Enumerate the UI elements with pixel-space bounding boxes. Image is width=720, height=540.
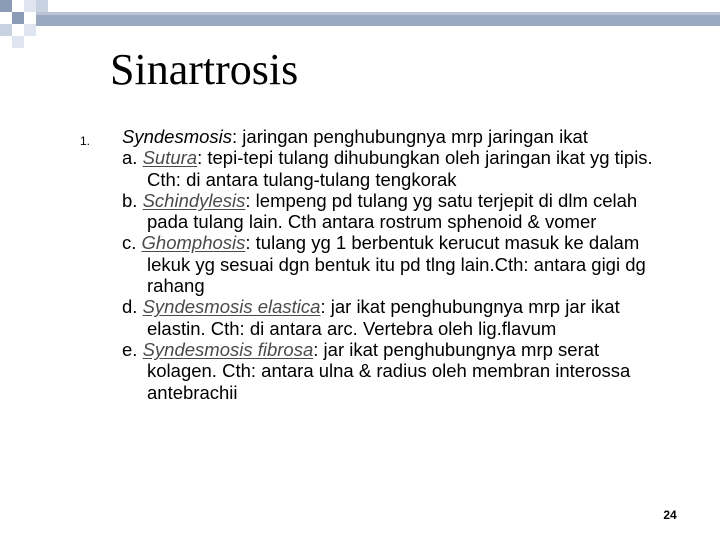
subitem-text: : tepi-tepi tulang dihubungkan oleh jaringan ikat yg tipis. Cth: di antara tulang-tulang tengkorak	[147, 147, 653, 190]
deco-bar-highlight	[36, 12, 720, 15]
list-item	[122, 126, 672, 403]
deco-square	[0, 24, 12, 36]
page-number: 24	[663, 508, 677, 522]
subitem-letter: a.	[122, 147, 138, 169]
term-syndesmosis: Syndesmosis	[122, 126, 233, 147]
term-definition: : jaringan penghubungnya mrp jaringan ikat	[232, 126, 588, 147]
subitem-text: : jar ikat penghubungnya mrp serat kolagen. Cth: antara ulna & radius oleh membran interossa antebrachii	[147, 338, 631, 403]
subitem-text: : jar ikat penghubungnya mrp jar ikat elastin. Cth: di antara arc. Vertebra oleh lig.flavum	[147, 296, 620, 339]
subitem-text: : tulang yg 1 berbentuk kerucut masuk ke dalam lekuk yg sesuai dgn bentuk itu pd tlng lain.Cth: antara gigi dg rahang	[147, 232, 646, 297]
deco-square	[36, 0, 48, 12]
deco-square	[12, 36, 24, 48]
subitem-text: : lempeng pd tulang yg satu terjepit di dlm celah pada tulang lain. Cth antara rostrum sphenoid & vomer	[147, 189, 638, 233]
subitem-letter: c.	[122, 232, 137, 254]
item-heading	[122, 126, 672, 147]
term-syndesmosis-elastica: Syndesmosis elastica	[142, 296, 321, 318]
term-syndesmosis-fibrosa: Syndesmosis fibrosa	[142, 338, 314, 360]
deco-square	[12, 12, 24, 24]
subitem-b	[122, 190, 672, 233]
term-ghomphosis: Ghomphosis	[141, 232, 246, 254]
subitem-e	[122, 339, 672, 403]
subitem-a	[122, 147, 672, 190]
slide-title: Sinartrosis	[110, 45, 299, 94]
subitem-c	[122, 232, 672, 296]
subitem-letter: b.	[122, 189, 138, 211]
subitem-letter: d.	[122, 296, 138, 318]
deco-square	[24, 0, 36, 12]
subitem-letter: e.	[122, 338, 138, 360]
decorative-header	[0, 0, 720, 60]
deco-square	[24, 24, 36, 36]
subitem-d	[122, 296, 672, 339]
term-schindylesis: Schindylesis	[142, 189, 246, 211]
list-number: 1.	[80, 134, 91, 148]
deco-square	[0, 0, 12, 12]
term-sutura: Sutura	[142, 147, 198, 169]
